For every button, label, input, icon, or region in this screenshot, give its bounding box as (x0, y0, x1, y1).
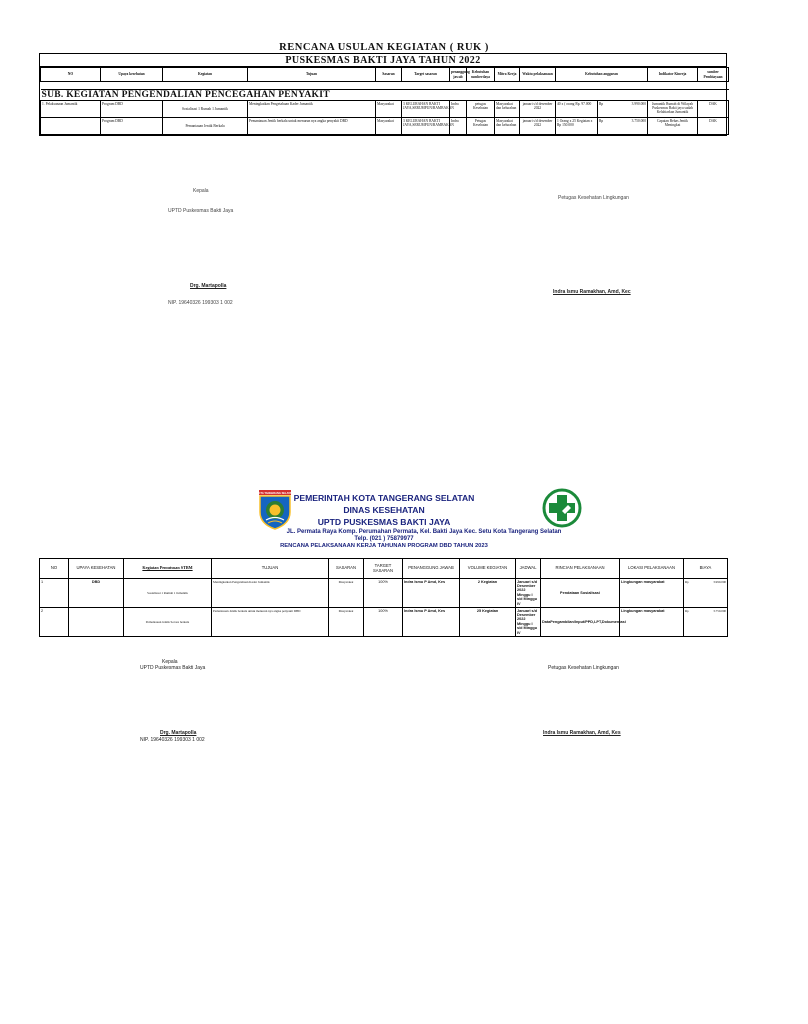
signature-left-name: Drg. Martapolla (160, 730, 197, 736)
cell-mitra: Masyarakat dan kelurahan (495, 118, 520, 135)
cell-mitra: Masyarakat dan kelurahan (495, 101, 520, 118)
cell-anggaran (598, 101, 648, 118)
cell-upaya: Program DBD (101, 101, 163, 118)
table-row (40, 579, 728, 608)
header-cell: VOLUME KEGIATAN (460, 559, 516, 579)
ruk-header-row (41, 68, 729, 82)
header-cell: Waktu pelaksanaan (520, 68, 556, 82)
rpk-table (39, 558, 728, 637)
cell-kegiatan: Sosialisasi 1 Rumah 1 Jumantik (163, 101, 248, 118)
letterhead-line1: PEMERINTAH KOTA TANGERANG SELATAN (293, 493, 475, 503)
cell-anggaran (598, 118, 648, 135)
cell-target: 3 KELURAHAN BAKTI JAYA,SERUMPUN/BAMBAKAN (402, 118, 450, 135)
kemenkes-logo-icon (542, 488, 582, 528)
cell-volume: 2 Kegiatan (460, 579, 516, 608)
cell-jadwal: Januari s/d Desember 2022 Minggu I s/d Minggu IV (516, 608, 541, 637)
cell-pj: Indra Ismu P Amd, Kes (403, 608, 460, 637)
letterhead-line2: DINAS KESEHATAN (343, 505, 425, 515)
cell-waktu: januari s/d desember 2022 (520, 118, 556, 135)
signature-right-name: Indra Ismu Ramakhan, Amd, Kes (543, 730, 621, 736)
signature-right-name: Indra Ismu Ramakhan, Amd, Kec (553, 289, 631, 295)
header-cell: Target sasaran (402, 68, 450, 82)
cell-lokasi: Lingkungan masyarakat (620, 579, 684, 608)
signature-left-title: Kepala (193, 188, 209, 194)
cell-upaya: Program DBD (101, 118, 163, 135)
header-cell: penanggung jawab (450, 68, 467, 82)
header-cell: Kegiatan Pemutusan STBM (124, 559, 212, 579)
letterhead-telp: Telp. (021 ) 75879977 (354, 536, 414, 542)
header-cell: NO (40, 559, 69, 579)
tangsel-logo-text: KOTA TANGERANG SELATAN (256, 492, 294, 495)
header-cell: LOKASI PELAKSANAAN (620, 559, 684, 579)
cell-indikator: Capaian Bebas Jentik Meningkat (648, 118, 698, 135)
header-cell: Kegiatan (163, 68, 248, 82)
signature-right-title: Petugas Kesehatan Lingkungan (558, 195, 629, 201)
document-title: RENCANA PELAKSANAAN KERJA TAHUNAN PROGRAM DBD TAHUN 2023 (280, 543, 488, 549)
header-cell: Mitra Kerja (495, 68, 520, 82)
cell-sasaran: Masyarakat (376, 101, 402, 118)
cell-pj: Indra (450, 118, 467, 135)
cell-no: 2 (40, 608, 69, 637)
cell-target: 3 KELURAHAN BAKTI JAYA,SERUMPUN/BAMBAKAN (402, 101, 450, 118)
letterhead-address: JL. Permata Raya Komp. Perumahan Permata, Kel. Bakti Jaya Kec. Setu Kota Tangerang Selatan (286, 529, 562, 535)
cell-sumberdaya: petugas Kesehatan (467, 101, 495, 118)
cell-tujuan: Pemantauan Jentik berkala untuk menurun nya angka penyakit DBD (248, 118, 376, 135)
signature-left-org: UPTD Puskesmas Bakti Jaya (168, 208, 234, 214)
cell-tujuan: Pemantauan Jentik berkala untuk menurun nya angka penyakit DBD (212, 608, 329, 637)
header-cell: TARGET SASARAN (364, 559, 403, 579)
signature-left-nip: NIP. 19640326 199303 1 002 (140, 737, 205, 743)
currency-label: Rp (599, 101, 604, 106)
amount: 3.750.000 (631, 118, 647, 123)
header-cell: SASARAN (329, 559, 364, 579)
header-cell: Sasaran (376, 68, 402, 82)
header-cell: Kebutuhan sumberdaya (467, 68, 495, 82)
signature-left-title: Kepala (162, 659, 178, 665)
header-cell: RINCIAN PELAKSANAAN (541, 559, 620, 579)
rpk-header-row (40, 559, 728, 579)
cell-pj: Indra (450, 101, 467, 118)
spacer-row (41, 82, 729, 90)
header-cell: TUJUAN (212, 559, 329, 579)
cell-sasaran: Masyarakat (376, 118, 402, 135)
cell-waktu: januari s/d desember 2022 (520, 101, 556, 118)
header-cell: Tujuan (248, 68, 376, 82)
section-row (41, 90, 729, 101)
cell-no: 1. Pelaksanaan Jumantik (41, 101, 101, 118)
table-row (41, 101, 729, 118)
table-row (41, 118, 729, 135)
signature-left-nip: NIP. 19640326 199303 1 002 (168, 300, 233, 306)
cell-lokasi: Lingkungan masyarakat (620, 608, 684, 637)
header-cell: Upaya kesehatan (101, 68, 163, 82)
cell-sumberdaya: Petugas Kesehatan (467, 118, 495, 135)
cell-no (41, 118, 101, 135)
cell-sasaran: Masyarakat (329, 579, 364, 608)
header-cell: JADWAL (516, 559, 541, 579)
header-cell: UPAYA KESEHATAN (69, 559, 124, 579)
cell-kebutuhan: 1 Orang x 25 Kegiatan x Rp 150.000 (556, 118, 598, 135)
cell-upaya: DBD (69, 579, 124, 608)
cell-sumber: DAK (698, 101, 729, 118)
amount: 3.990.000 (631, 101, 647, 106)
cell-kebutuhan: 40 x ( orang Rp. 97.000 (556, 101, 598, 118)
cell-tujuan: Meningkatkan Pengetahuan Kader Jumantik (248, 101, 376, 118)
cell-biaya: 3.750.000 (702, 608, 728, 637)
currency-label: Rp (684, 608, 702, 637)
cell-volume: 25 Kegiatan (460, 608, 516, 637)
cell-tujuan: Meningkatkan Pengetahuan Kader Jumantik (212, 579, 329, 608)
signature-left-name: Drg. Martapolla (190, 283, 227, 289)
cell-upaya (69, 608, 124, 637)
cell-kegiatan: Pemantauan Jentik Berkala (163, 118, 248, 135)
ruk-title: RENCANA USULAN KEGIATAN ( RUK ) (279, 42, 489, 53)
currency-label: Rp (599, 118, 604, 123)
ruk-table (40, 67, 729, 135)
letterhead-line3: UPTD PUSKESMAS BAKTI JAYA (317, 517, 451, 527)
ruk-subtitle: PUSKESMAS BAKTI JAYA TAHUN 2022 (40, 54, 726, 67)
cell-sumber: DAK (698, 118, 729, 135)
cell-target: 100% (364, 608, 403, 637)
cell-no: 1 (40, 579, 69, 608)
cell-jadwal: Januari s/d Desember 2022 Minggu I s/d Minggu IV (516, 579, 541, 608)
header-cell: Indikator Kinerja (648, 68, 698, 82)
header-cell: Kebutuhan anggaran (556, 68, 648, 82)
header-cell: BIAYA (684, 559, 728, 579)
section-label: SUB. KEGIATAN PENGENDALIAN PENCEGAHAN PENYAKIT (41, 90, 729, 101)
currency-label: Rp (684, 579, 702, 608)
cell-rincian: Pendataan Sosialisasi (541, 579, 620, 608)
cell-indikator: Jumantik Rumah di Wilayah Puskesmas Bakti jaya sudah Kelahiarkan Jumantik (648, 101, 698, 118)
cell-biaya: 3.990.000 (702, 579, 728, 608)
cell-sasaran: Masyarakat (329, 608, 364, 637)
cell-target: 100% (364, 579, 403, 608)
header-cell: PENANGGUNG JAWAB (403, 559, 460, 579)
cell-kegiatan: Sosialisasi 1 Rumah 1 Jumantik (124, 579, 212, 608)
header-cell: sumber Pembiayaan (698, 68, 729, 82)
cell-rincian: DataPengambilan/Input/PPD,LPT,Dokumentasi (541, 608, 620, 637)
table-row (40, 608, 728, 637)
rpk-table-container (39, 558, 727, 637)
cell-kegiatan: Pemantauan Jentik Secara berkala (124, 608, 212, 637)
ruk-table-container (39, 53, 727, 136)
cell-pj: Indra Ismu P Amd, Kes (403, 579, 460, 608)
signature-left-org: UPTD Puskesmas Bakti Jaya (140, 665, 206, 671)
header-cell: NO (41, 68, 101, 82)
signature-right-title: Petugas Kesehatan Lingkungan (548, 665, 619, 671)
